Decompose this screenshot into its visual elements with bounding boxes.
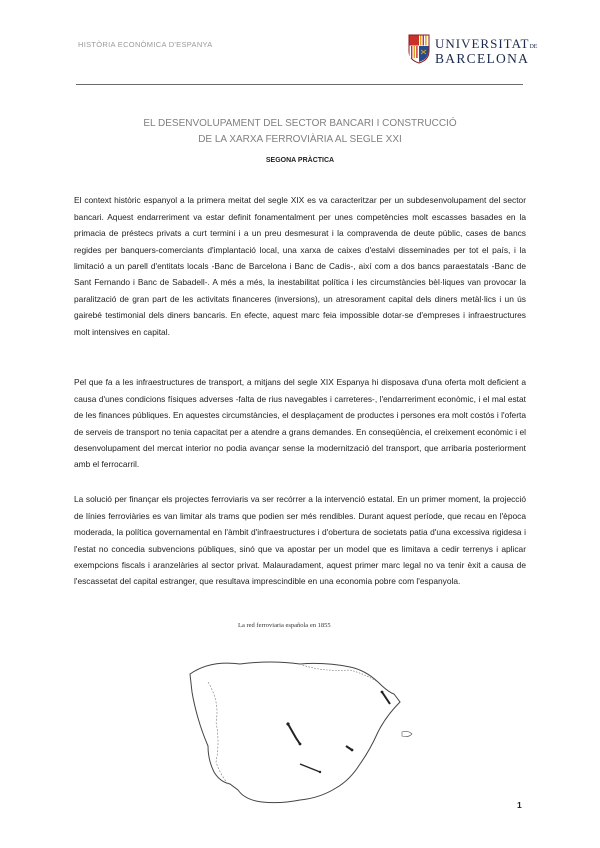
header-course-title: HISTÒRIA ECONÒMICA D'ESPANYA: [78, 40, 213, 49]
page-number: 1: [517, 800, 522, 810]
balearic-islands: [402, 731, 412, 736]
railway-map-figure: [150, 612, 450, 812]
iberian-railway-map: [150, 612, 450, 812]
logo-university-line: [435, 36, 537, 52]
paragraph-1: El context històric espanyol a la primera meitat del segle XIX es va caracteritzar per un subdesenvolupament del sector bancari. Aquest endarreriment va estar definit fonamentalment per unes competències molt escasses basades en la primacia de préstecs privats a curt termini i a un preu desmesurat i la compravenda de deute públic, cases de bancs regides per banquers-comerciants d'implantació local, una xarxa de caixes d'estalvi disseminades per tot el país, i la limitació a un parell d'entitats locals -Banc de Barcelona i Banc de Cadis-, així com a dos bancs paraestatals -Banc de Sant Fernando i Banc de Sabadell-. A més a més, la inestabilitat política i les circumstàncies bèl·liques van provocar la paralització de gran part de les activitats financeres (inversions), un atresorament capital dels diners metàl·lics i un ús gairebé testimonial dels diners bancaris. En efecte, aquest marc feia impossible dotar-se d'empreses i infraestructures molt intensives en capital.: [74, 195, 526, 337]
document-title-line-2: DE LA XARXA FERROVIÀRIA AL SEGLE XXI: [198, 134, 402, 145]
document-subtitle: SEGONA PRÀCTICA: [265, 157, 335, 164]
logo-university-word: UNIVERSITAT: [435, 36, 530, 51]
header-divider: [76, 84, 523, 85]
railway-line-madrid-aranjuez: [288, 724, 300, 744]
peninsula-outline: [190, 662, 400, 803]
map-caption: La red ferroviaria española en 1855: [238, 622, 331, 629]
paragraph-2: Pel que fa a les infraestructures de transport, a mitjans del segle XIX Espanya hi disposava d'una oferta molt deficient a causa d'unes condicions físiques adverses -falta de rius navegables i carreteres-, l'endarreriment econòmic, i el mal estat de les finances públiques. En aquestes circumstàncies, el desplaçament de productes i persones era molt costós i l'oferta de serveis de transport no tenia capacitat per a atendre a grans demandes. En conseqüència, el creixement econòmic i el desenvolupament del mercat interior no podia avançar sense la modernització del transport, que arribaria posteriorment amb el ferrocarril.: [74, 377, 526, 470]
railway-line-barcelona: [382, 692, 390, 704]
portugal-border: [208, 682, 228, 784]
logo-de-word: DE: [529, 44, 538, 50]
document-title-line-1: EL DESENVOLUPAMENT DEL SECTOR BANCARI I CONSTRUCCIÓ: [143, 118, 457, 129]
railway-line-south: [300, 764, 320, 772]
paragraph-3: La solució per finançar els projectes ferroviaris va ser recórrer a la intervenció estatal. En un primer moment, la projecció de línies ferroviàries es van limitar als trams que podien ser més rendibles. Durant aquest període, que recau en l'època moderada, la política governamental en l'àmbit d'infraestructures i d'obertura de societats patia d'una excessiva rigidesa i l'estat no concedia subvencions públiques, sinó que va apostar per un model que es limitava a cedir terrenys i aplicar exempcions fiscals i aranzelàries al sector privat. Malauradament, aquest primer marc legal no va tenir èxit a causa de l'escassetat del capital estranger, que resultava imprescindible en una economia pobre com l'espanyola.: [74, 494, 526, 587]
university-shield-icon: [408, 34, 430, 64]
logo-barcelona-word: BARCELONA: [435, 51, 530, 66]
university-logo: [408, 34, 558, 70]
document-title: [60, 116, 540, 148]
